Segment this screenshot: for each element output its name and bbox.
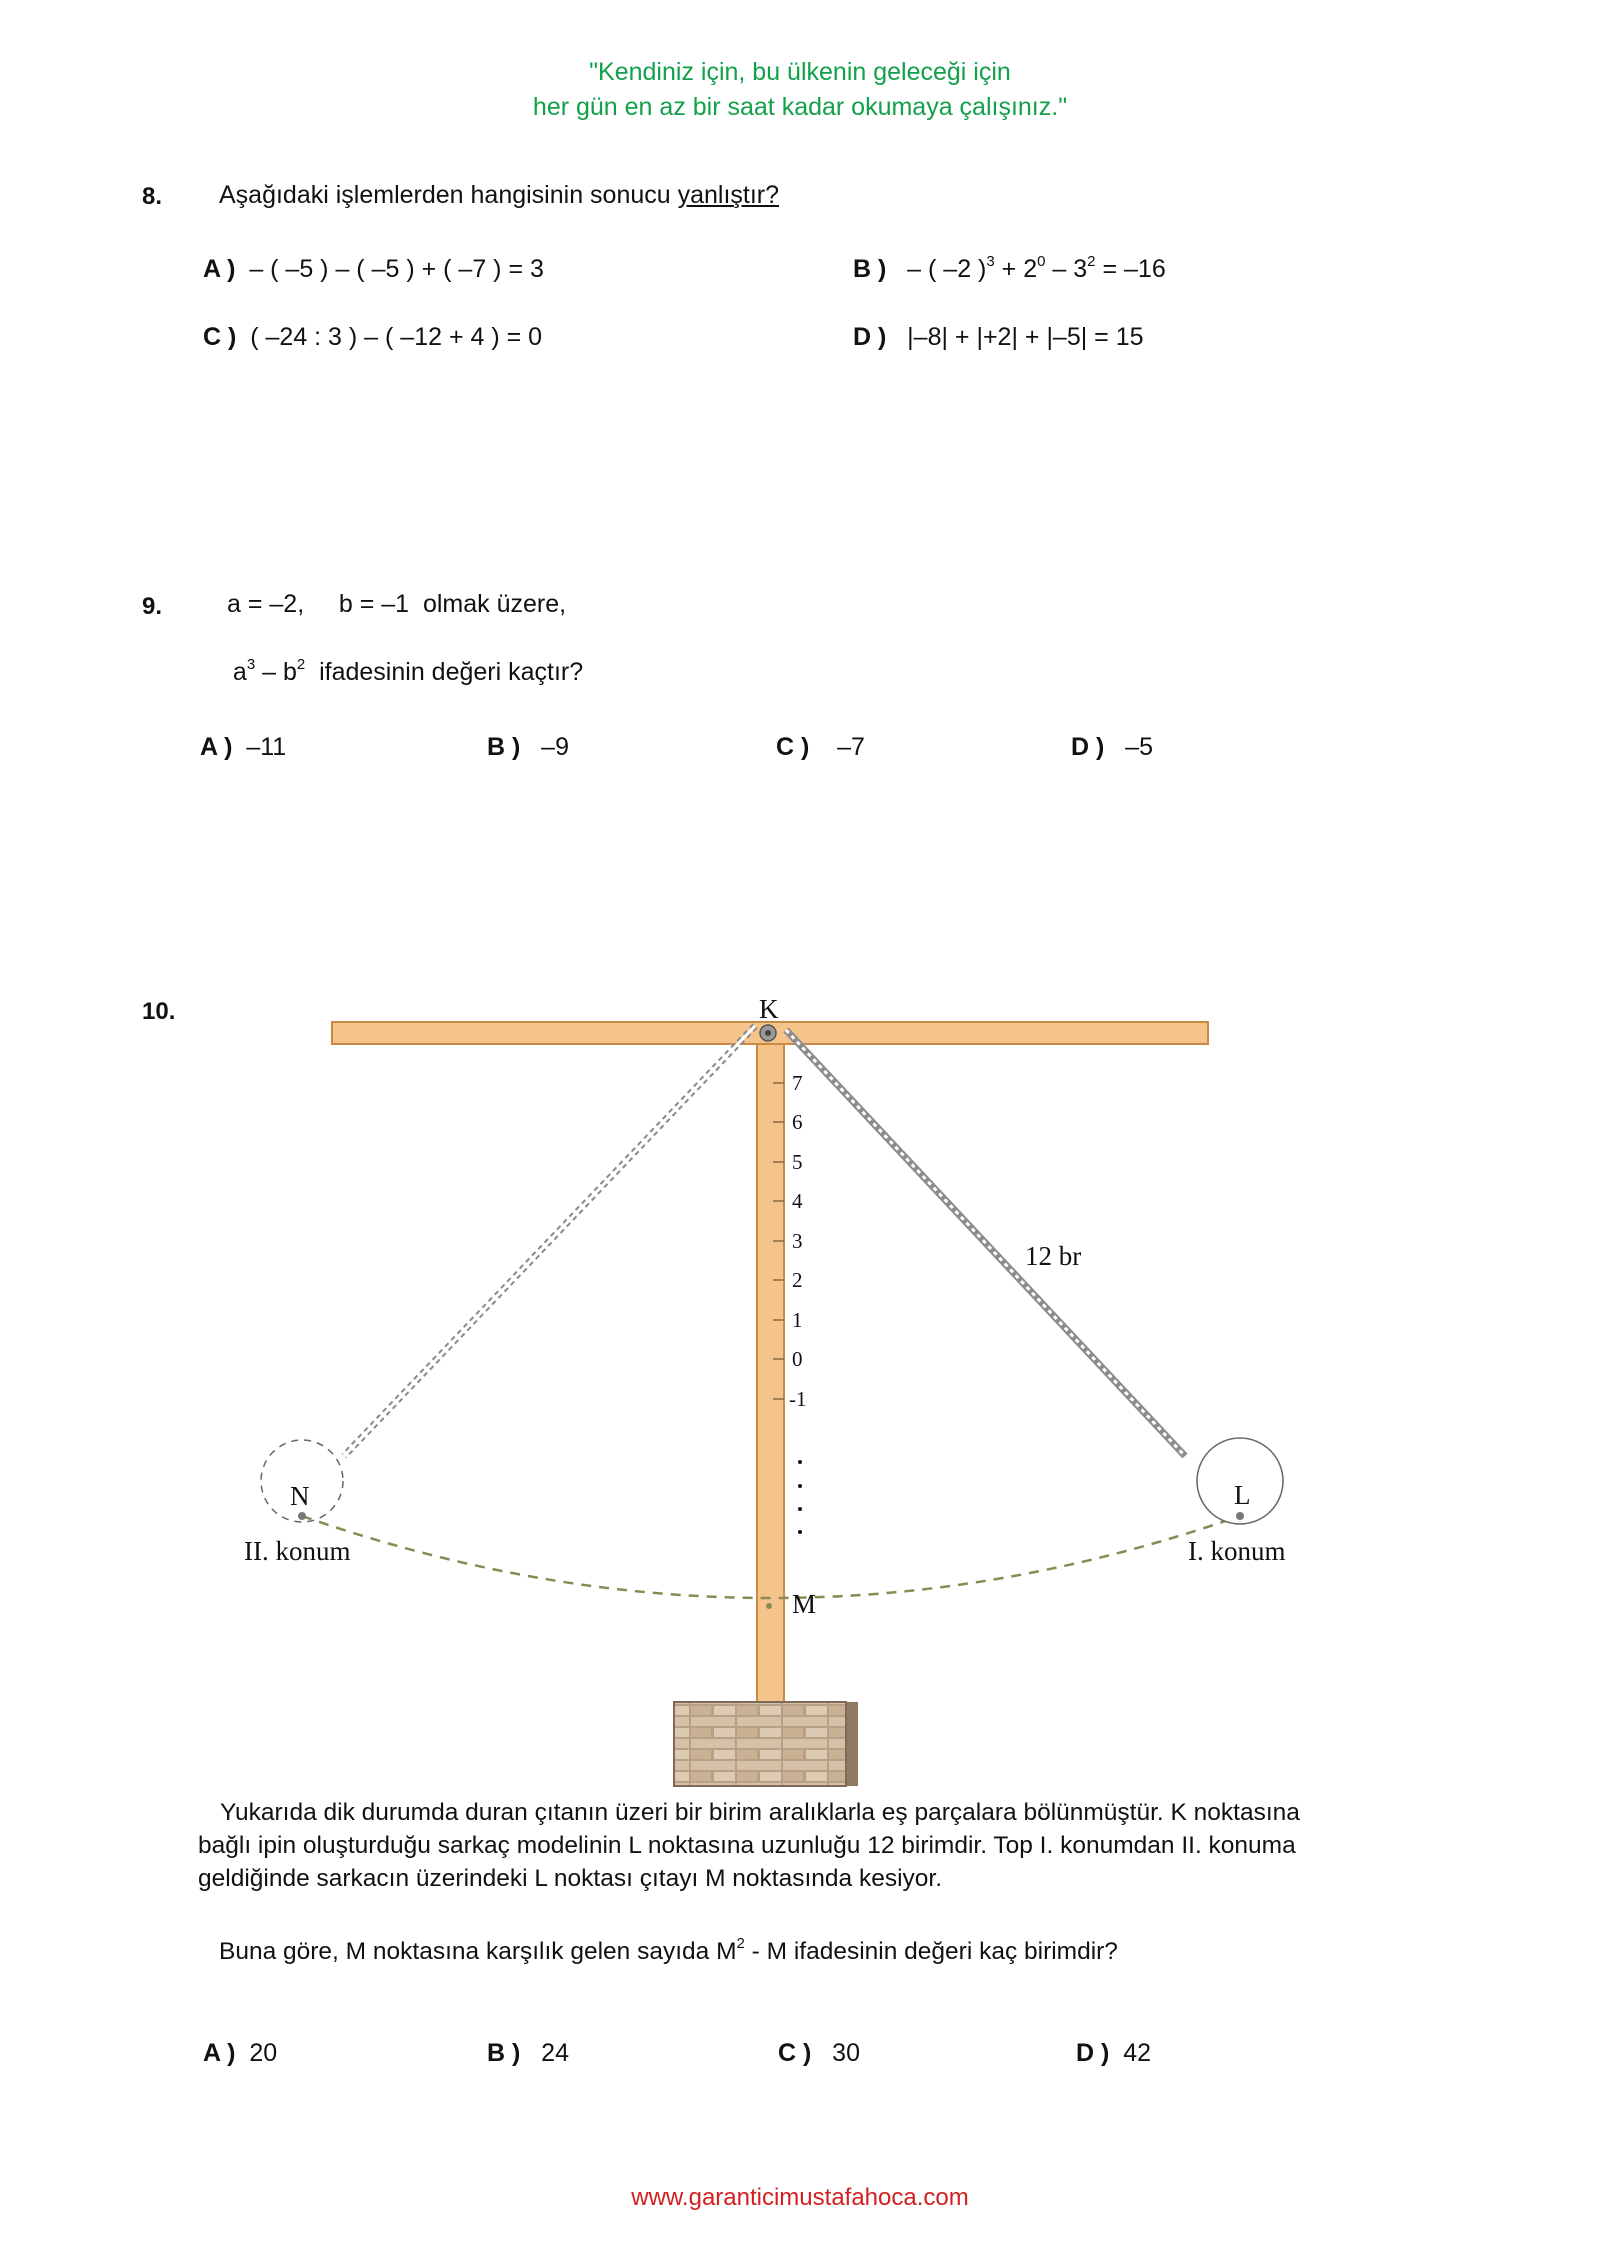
point-n [298,1512,306,1520]
scale-label-2: 2 [792,1268,803,1292]
option-label: A ) [203,2039,236,2067]
vertical-pole [757,1044,784,1712]
option-text: |–8| + |+2| + |–5| = 15 [907,323,1144,351]
option-text: ( –24 : 3 ) – ( –12 + 4 ) = 0 [250,323,543,351]
option-label: B ) [853,255,887,283]
paragraph-line: bağlı ipin oluşturduğu sarkaç modelinin L noktasına uzunluğu 12 birimdir. Top I. konumdan II. konuma [198,1832,1296,1859]
scale-label-4: 4 [792,1189,803,1213]
paragraph-line: Yukarıda dik durumda duran çıtanın üzeri bir birim aralıklarla eş parçalara bölünmüştür. K noktasına [220,1799,1300,1826]
option-label: D ) [853,323,887,351]
point-m [766,1603,772,1609]
rope-position-2-inner [344,1026,755,1456]
option-label: C ) [203,323,237,351]
header-quote-line1: "Kendiniz için, bu ülkenin geleceği için [589,58,1011,86]
option-label: B ) [487,2039,521,2067]
footer-url[interactable]: www.garanticimustafahoca.com [631,2184,969,2211]
option-text: 42 [1123,2039,1152,2067]
question-8-number: 8. [142,183,163,210]
label-l: L [1234,1480,1251,1510]
question-9-line1: a = –2, b = –1 olmak üzere, [227,590,567,618]
label-position-1: I. konum [1188,1536,1286,1566]
question-10-option-b[interactable] [487,2039,569,2068]
question-10-question: Buna göre, M noktasına karşılık gelen sayıda $M^2$ - M ifadesinin değeri kaç birimdir? [219,1935,1118,1965]
question-8-prompt-text: Aşağıdaki işlemlerden hangisinin sonucu [219,181,678,209]
option-text: –7 [837,733,865,761]
option-text: 24 [541,2039,569,2067]
scale-label-6: 6 [792,1110,803,1134]
header-quote-line2: her gün en az bir saat kadar okumaya çalışınız." [532,93,1068,121]
point-l [1236,1512,1244,1520]
pivot-k-center [765,1030,771,1036]
question-10-option-c[interactable] [778,2039,860,2068]
option-label: C ) [776,733,810,761]
option-text: –5 [1125,733,1153,761]
option-label: A ) [200,733,233,761]
label-k: K [759,994,779,1024]
paragraph-line: geldiğinde sarkacın üzerindeki L noktası çıtayı M noktasında kesiyor. [198,1865,943,1892]
question-10-number: 10. [142,998,176,1025]
option-label: C ) [778,2039,812,2067]
option-label: A ) [203,255,236,283]
scale-label-minus1: -1 [789,1387,807,1411]
question-9-number: 9. [142,593,163,620]
label-m: M [792,1589,817,1619]
question-9-line2: $a^3 - b^2$ ifadesinin değeri kaçtır? [232,656,584,686]
option-label: D ) [1076,2039,1110,2067]
scale-label-5: 5 [792,1150,803,1174]
label-position-2: II. konum [244,1536,351,1566]
scale-label-7: 7 [792,1071,803,1095]
scale-label-0: 0 [792,1347,803,1371]
label-rope-length: 12 br [1025,1241,1082,1271]
question-8-prompt-underlined: yanlıştır? [677,181,780,209]
scale-labels [789,1071,807,1411]
question-10-paragraph [198,1796,1448,1895]
option-label: D ) [1071,733,1105,761]
question-10-option-a[interactable] [203,2039,277,2068]
option-text: –9 [541,733,569,761]
label-n: N [290,1481,310,1511]
scale-label-1: 1 [792,1308,803,1332]
option-text: – ( –2 )$^3 + 2^0 - 3^2 = -16$ [907,253,1166,283]
option-text: –11 [246,733,287,761]
scale-label-3: 3 [792,1229,803,1253]
continuation-dots [798,1460,802,1534]
option-label: B ) [487,733,521,761]
question-10-option-d[interactable] [1076,2039,1151,2068]
option-text: 20 [249,2039,278,2067]
option-text: 30 [832,2039,860,2067]
brick-base [674,1702,846,1786]
option-text: – ( –5 ) – ( –5 ) + ( –7 ) = 3 [249,255,544,283]
